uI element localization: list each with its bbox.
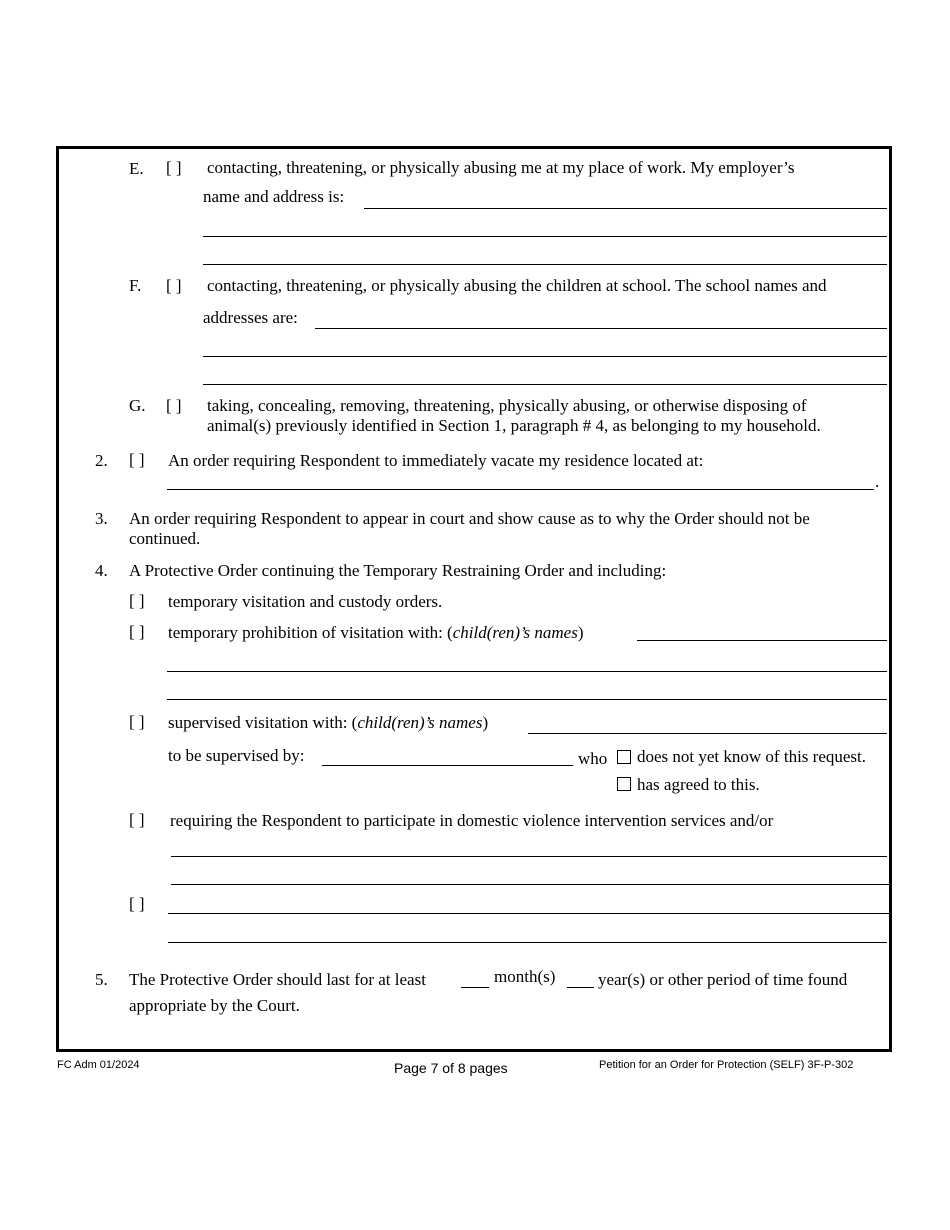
item-4a-checkbox[interactable]: [ ] (129, 591, 145, 610)
footer-form-title: Petition for an Order for Protection (SELF) 3F-P-302 (599, 1059, 854, 1071)
item-g-text-2: animal(s) previously identified in Section 1, paragraph # 4, as belonging to my household. (207, 416, 821, 435)
has-agreed-label: has agreed to this. (637, 775, 760, 794)
footer-form-id: FC Adm 01/2024 (57, 1059, 140, 1071)
intervention-line-2[interactable] (171, 884, 890, 885)
item-e-text: contacting, threatening, or physically abusing me at my place of work. My employer’s (207, 158, 795, 177)
prohibition-names-line-2[interactable] (167, 671, 887, 672)
employer-address-line-2[interactable] (203, 236, 887, 237)
item-5-text-3: appropriate by the Court. (129, 996, 300, 1015)
item-3-number: 3. (95, 509, 108, 528)
item-4d-checkbox[interactable]: [ ] (129, 810, 145, 829)
item-4e-checkbox[interactable]: [ ] (129, 894, 145, 913)
item-f-text: contacting, threatening, or physically abusing the children at school. The school names and (207, 276, 827, 295)
item-f-letter: F. (129, 276, 142, 295)
months-blank[interactable] (461, 987, 489, 988)
intervention-line-1[interactable] (171, 856, 887, 857)
item-3-text-2: continued. (129, 529, 201, 548)
item-2-number: 2. (95, 451, 108, 470)
prohibition-names-line-1[interactable] (637, 640, 887, 641)
item-3-text: An order requiring Respondent to appear in court and show cause as to why the Order should not be (129, 509, 810, 528)
item-4-number: 4. (95, 561, 108, 580)
item-5-text-2: year(s) or other period of time found (598, 970, 848, 989)
item-4c-checkbox[interactable]: [ ] (129, 712, 145, 731)
item-f-checkbox[interactable]: [ ] (166, 276, 182, 295)
item-2-period: . (875, 472, 880, 491)
supervised-by-label: to be supervised by: (168, 746, 305, 765)
item-4b-text: temporary prohibition of visitation with: (child(ren)’s names) (168, 623, 584, 642)
employer-address-line-1[interactable] (364, 208, 887, 209)
footer-page-number: Page 7 of 8 pages (394, 1060, 508, 1076)
other-line-2[interactable] (168, 942, 887, 943)
item-4c-text: supervised visitation with: (child(ren)’s names) (168, 713, 489, 732)
other-line-1[interactable] (168, 913, 889, 914)
months-label: month(s) (494, 967, 556, 986)
school-address-line-2[interactable] (203, 356, 887, 357)
item-2-text: An order requiring Respondent to immediately vacate my residence located at: (168, 451, 704, 470)
who-label: who (578, 749, 608, 768)
supervisor-line[interactable] (322, 765, 573, 766)
not-yet-know-checkbox[interactable] (617, 750, 631, 764)
item-f-label: addresses are: (203, 308, 298, 327)
item-e-checkbox[interactable]: [ ] (166, 158, 182, 177)
item-4b-checkbox[interactable]: [ ] (129, 622, 145, 641)
item-4a-text: temporary visitation and custody orders. (168, 592, 443, 611)
employer-address-line-3[interactable] (203, 264, 887, 265)
item-5-number: 5. (95, 970, 108, 989)
years-blank[interactable] (567, 987, 594, 988)
has-agreed-checkbox[interactable] (617, 777, 631, 791)
school-address-line-1[interactable] (315, 328, 887, 329)
supervised-names-line[interactable] (528, 733, 887, 734)
school-address-line-3[interactable] (203, 384, 887, 385)
prohibition-names-line-3[interactable] (167, 699, 887, 700)
item-4d-text: requiring the Respondent to participate in domestic violence intervention services and/or (170, 811, 774, 830)
item-5-text: The Protective Order should last for at least (129, 970, 426, 989)
residence-address-line[interactable] (167, 489, 874, 490)
item-g-checkbox[interactable]: [ ] (166, 396, 182, 415)
item-2-checkbox[interactable]: [ ] (129, 450, 145, 469)
item-g-letter: G. (129, 396, 146, 415)
item-e-label: name and address is: (203, 187, 345, 206)
item-e-letter: E. (129, 159, 144, 178)
item-g-text: taking, concealing, removing, threatening, physically abusing, or otherwise disposing of (207, 396, 807, 415)
not-yet-know-label: does not yet know of this request. (637, 747, 866, 766)
item-4-text: A Protective Order continuing the Temporary Restraining Order and including: (129, 561, 667, 580)
